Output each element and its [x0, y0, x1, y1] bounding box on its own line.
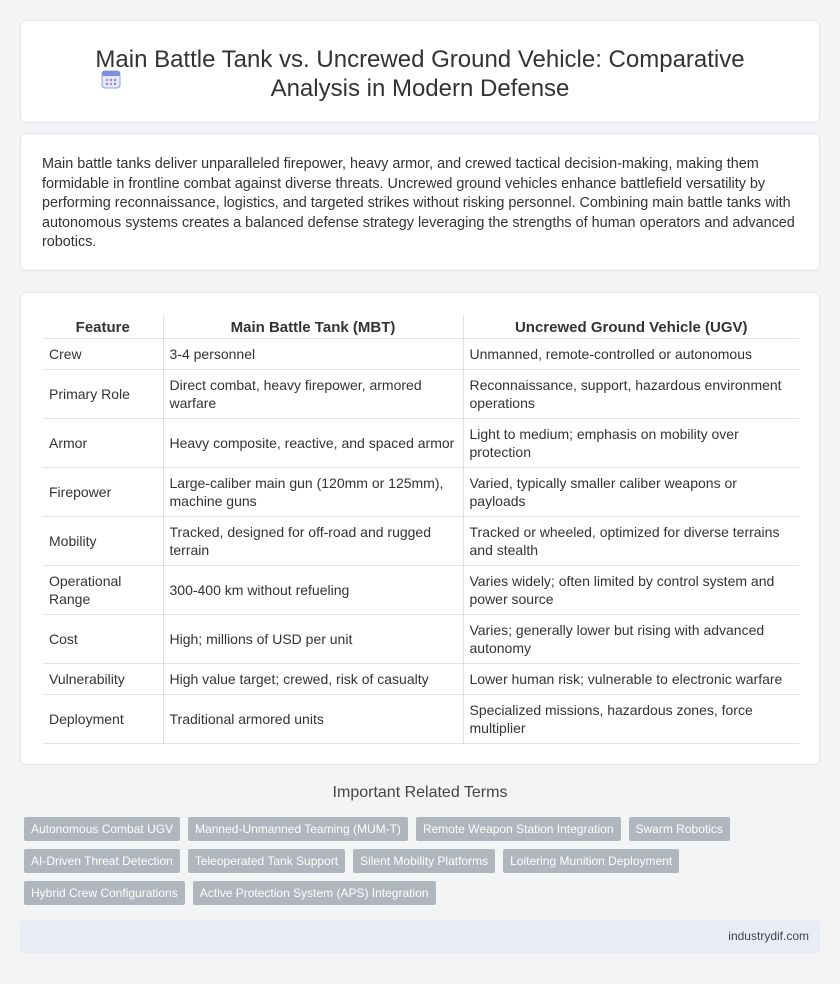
table-row — [43, 695, 799, 744]
header-feature: Feature — [43, 315, 163, 339]
footer — [20, 920, 820, 953]
cell-mbt: Large-caliber main gun (120mm or 125mm), machine guns — [163, 468, 463, 517]
related-tag[interactable]: Autonomous Combat UGV — [24, 817, 180, 841]
cell-mbt: High value target; crewed, risk of casualty — [163, 664, 463, 695]
related-tags — [24, 817, 804, 905]
cell-ugv: Varies widely; often limited by control system and power source — [463, 566, 799, 615]
cell-feature: Crew — [43, 339, 163, 370]
comparison-table — [43, 315, 799, 744]
cell-ugv: Varied, typically smaller caliber weapons or payloads — [463, 468, 799, 517]
cell-mbt: Direct combat, heavy firepower, armored warfare — [163, 370, 463, 419]
table-row — [43, 339, 799, 370]
cell-feature: Vulnerability — [43, 664, 163, 695]
table-row — [43, 664, 799, 695]
cell-feature: Cost — [43, 615, 163, 664]
intro-card — [20, 133, 820, 271]
header-mbt: Main Battle Tank (MBT) — [163, 315, 463, 339]
cell-feature: Mobility — [43, 517, 163, 566]
cell-ugv: Tracked or wheeled, optimized for diverse terrains and stealth — [463, 517, 799, 566]
cell-ugv: Specialized missions, hazardous zones, force multiplier — [463, 695, 799, 744]
cell-feature: Operational Range — [43, 566, 163, 615]
related-tag[interactable]: Loitering Munition Deployment — [503, 849, 679, 873]
related-tag[interactable]: Manned-Unmanned Teaming (MUM-T) — [188, 817, 408, 841]
related-tag[interactable]: Active Protection System (APS) Integration — [193, 881, 436, 905]
table-row — [43, 419, 799, 468]
table-row — [43, 370, 799, 419]
cell-feature: Firepower — [43, 468, 163, 517]
table-row — [43, 566, 799, 615]
cell-mbt: High; millions of USD per unit — [163, 615, 463, 664]
related-tag[interactable]: Silent Mobility Platforms — [353, 849, 495, 873]
related-tag[interactable]: Remote Weapon Station Integration — [416, 817, 621, 841]
cell-mbt: Traditional armored units — [163, 695, 463, 744]
table-row — [43, 468, 799, 517]
cell-ugv: Unmanned, remote-controlled or autonomous — [463, 339, 799, 370]
cell-feature: Primary Role — [43, 370, 163, 419]
page-title: Main Battle Tank vs. Uncrewed Ground Vehicle: Comparative Analysis in Modern Defense — [95, 46, 745, 102]
table-header-row — [43, 315, 799, 339]
comparison-table-card — [20, 292, 820, 765]
cell-feature: Deployment — [43, 695, 163, 744]
cell-ugv: Light to medium; emphasis on mobility over protection — [463, 419, 799, 468]
table-row — [43, 615, 799, 664]
related-terms-section — [20, 784, 820, 900]
cell-ugv: Reconnaissance, support, hazardous environment operations — [463, 370, 799, 419]
related-tag[interactable]: Teleoperated Tank Support — [188, 849, 345, 873]
cell-mbt: Tracked, designed for off-road and rugged terrain — [163, 517, 463, 566]
header-ugv: Uncrewed Ground Vehicle (UGV) — [463, 315, 799, 339]
cell-mbt: 3-4 personnel — [163, 339, 463, 370]
footer-site[interactable]: industrydif.com — [728, 929, 809, 943]
related-tag[interactable]: AI-Driven Threat Detection — [24, 849, 180, 873]
cell-mbt: Heavy composite, reactive, and spaced armor — [163, 419, 463, 468]
cell-mbt: 300-400 km without refueling — [163, 566, 463, 615]
cell-feature: Armor — [43, 419, 163, 468]
intro-paragraph: Main battle tanks deliver unparalleled firepower, heavy armor, and crewed tactical decision-making, making them formidable in frontline combat against diverse threats. Uncrewed ground vehicles enhance battlefield versatility by performing reconnaissance, logistics, and targeted strikes without risking personnel. Combining main battle tanks with autonomous systems creates a balanced defense strategy leveraging the strengths of human operators and advanced robotics. — [42, 156, 795, 250]
title-card — [20, 20, 820, 123]
related-tag[interactable]: Hybrid Crew Configurations — [24, 881, 185, 905]
related-terms-title: Important Related Terms — [332, 784, 508, 801]
table-row — [43, 517, 799, 566]
cell-ugv: Lower human risk; vulnerable to electronic warfare — [463, 664, 799, 695]
related-tag[interactable]: Swarm Robotics — [629, 817, 730, 841]
cell-ugv: Varies; generally lower but rising with advanced autonomy — [463, 615, 799, 664]
